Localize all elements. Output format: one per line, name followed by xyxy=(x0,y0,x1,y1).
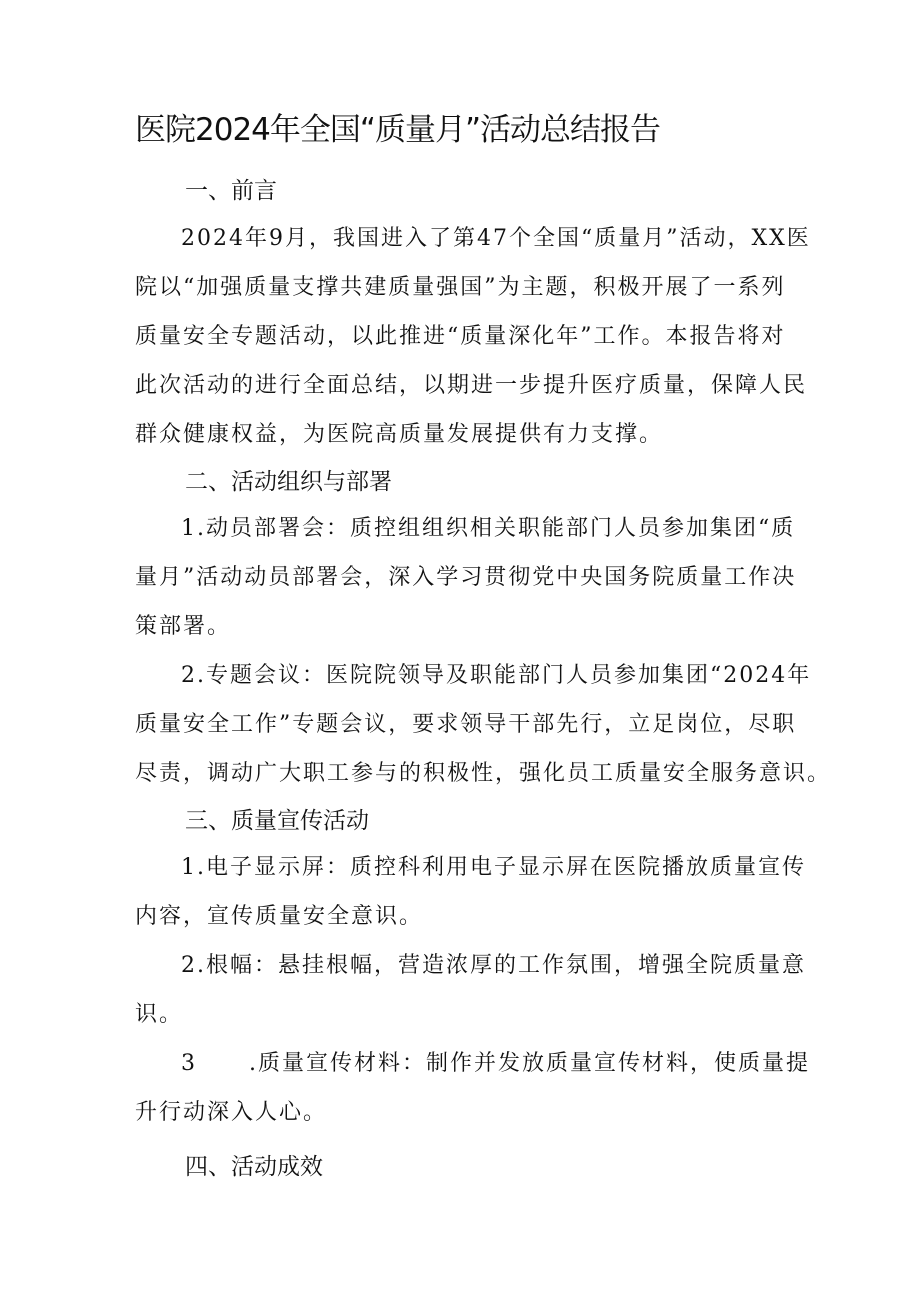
paragraph-line: 院以“加强质量支撑共建质量强国”为主题，积极开展了一系列 xyxy=(135,275,786,300)
paragraph-line: 内容，宣传质量安全意识。 xyxy=(135,904,424,929)
section-heading-publicity: 三、质量宣传活动 xyxy=(185,808,369,834)
paragraph-line: 群众健康权益，为医院高质量发展提供有力支撑。 xyxy=(135,422,664,447)
paragraph-line: 尽责，调动广大职工参与的积极性，强化员工质量安全服务意识。 xyxy=(135,761,832,786)
paragraph-line: 1.电子显示屏：质控科利用电子显示屏在医院播放质量宣传 xyxy=(181,855,806,880)
paragraph-line: 2.根幅：悬挂根幅，营造浓厚的工作氛围，增强全院质量意 xyxy=(181,953,806,978)
paragraph-line: 质量安全专题活动，以此推进“质量深化年”工作。本报告将对 xyxy=(135,324,786,349)
paragraph-line: 识。 xyxy=(135,1002,184,1027)
paragraph-line: 1.动员部署会：质控组组织相关职能部门人员参加集团“质 xyxy=(181,516,796,541)
paragraph-line: 升行动深入人心。 xyxy=(135,1100,328,1125)
list-text: .质量宣传材料：制作并发放质量宣传材料，使质量提 xyxy=(249,1051,810,1076)
paragraph-line: 此次活动的进行全面总结，以期进一步提升医疗质量，保障人民 xyxy=(135,373,808,398)
section-heading-results: 四、活动成效 xyxy=(185,1154,323,1180)
document-title: 医院2024年全国“质量月”活动总结报告 xyxy=(135,112,661,148)
paragraph-line: 量月”活动动员部署会，深入学习贯彻党中央国务院质量工作决 xyxy=(135,565,797,590)
paragraph-line xyxy=(181,1046,810,1077)
paragraph-line: 质量安全工作”专题会议，要求领导干部先行，立足岗位，尽职 xyxy=(135,712,797,737)
paragraph-line: 2.专题会议：医院院领导及职能部门人员参加集团“2024年 xyxy=(181,663,812,688)
section-heading-preface: 一、前言 xyxy=(185,178,277,204)
paragraph-line: 2024年9月，我国进入了第47个全国“质量月”活动，XX医 xyxy=(181,226,811,251)
list-number: 3 xyxy=(181,1051,197,1076)
paragraph-line: 策部署。 xyxy=(135,614,232,639)
section-heading-organization: 二、活动组织与部署 xyxy=(185,469,392,495)
